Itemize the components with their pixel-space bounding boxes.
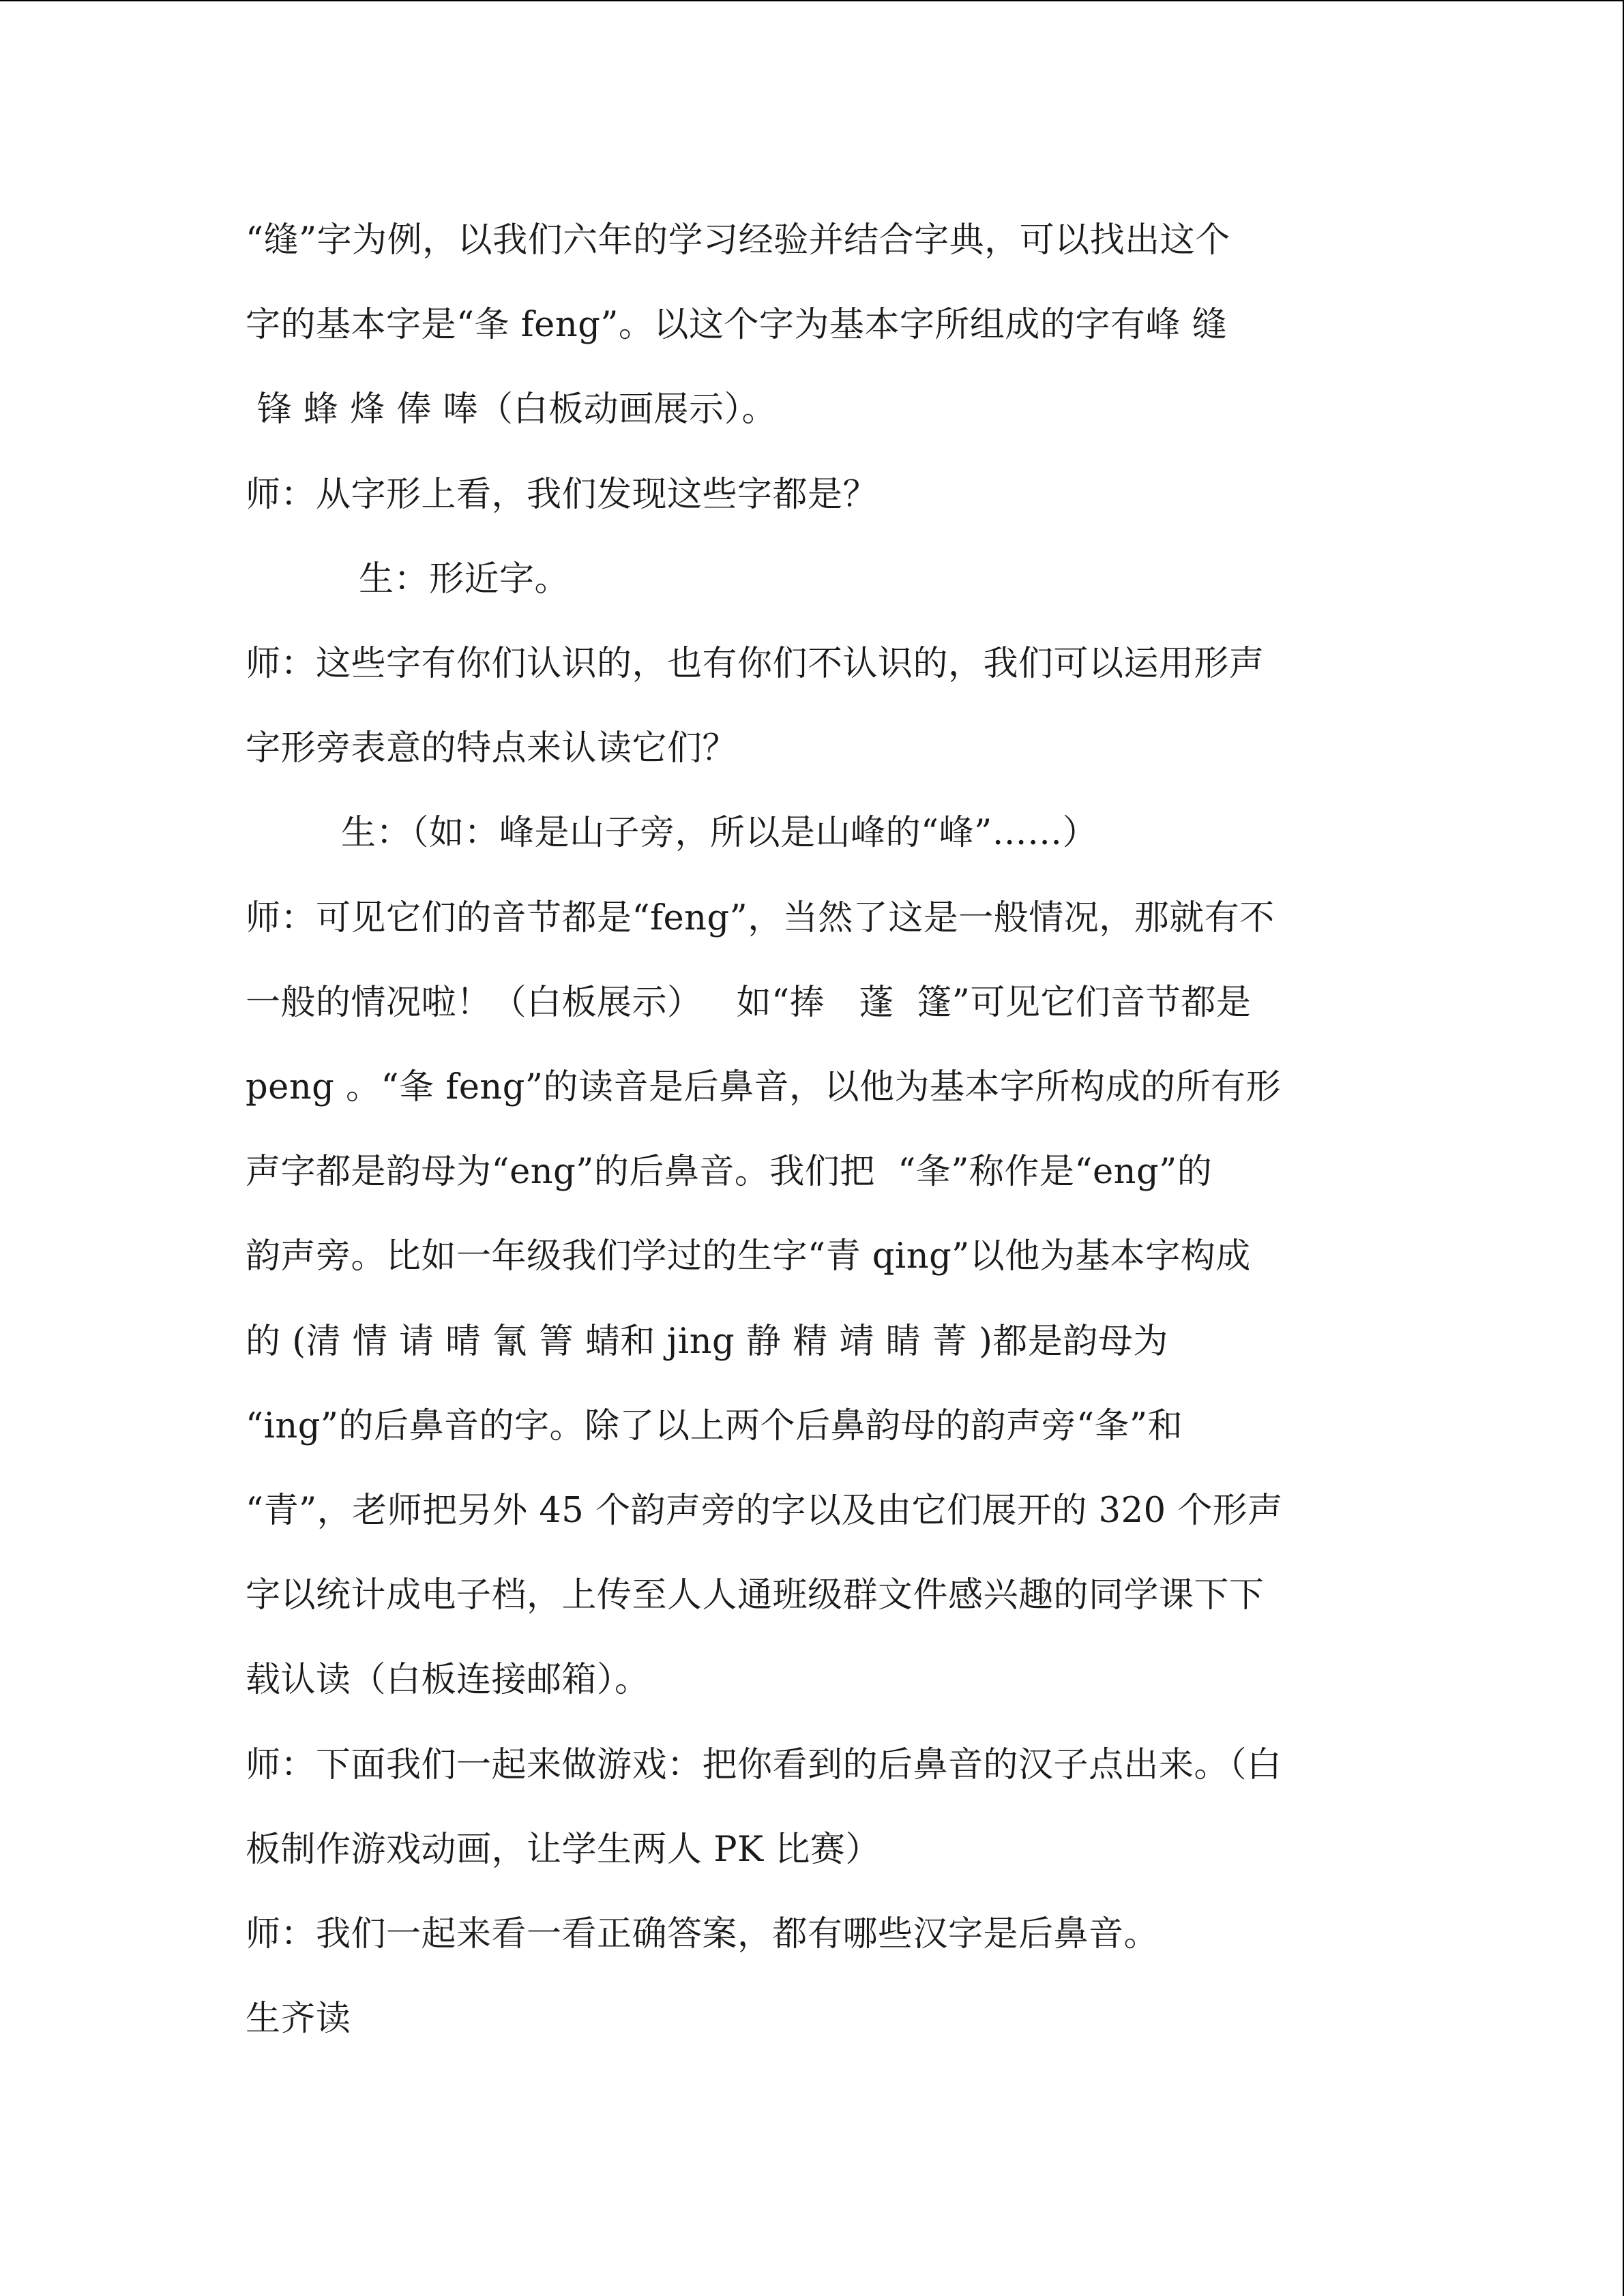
text-line: “青”，老师把另外 45 个韵声旁的字以及由它们展开的 320 个形声 (246, 1491, 1283, 1531)
text-line: 载认读（白板连接邮箱）。 (246, 1660, 650, 1700)
text-line: 一般的情况啦！（白板展示） 如“捧 蓬 篷”可见它们音节都是 (246, 983, 1252, 1023)
text-line: 师：下面我们一起来做游戏：把你看到的后鼻音的汉子点出来。（白 (246, 1745, 1282, 1785)
text-line: 师：我们一起来看一看正确答案，都有哪些汉字是后鼻音。 (246, 1914, 1160, 1954)
text-line: 声字都是韵母为“eng”的后鼻音。我们把 “夆”称作是“eng”的 (246, 1152, 1213, 1192)
text-line: 师：这些字有你们认识的，也有你们不认识的，我们可以运用形声 (246, 644, 1265, 684)
text-line: 锋 蜂 烽 俸 唪（白板动画展示）。 (246, 389, 778, 430)
text-line: 韵声旁。比如一年级我们学过的生字“青 qing”以他为基本字构成 (246, 1236, 1251, 1277)
text-line: 字的基本字是“夆 feng”。以这个字为基本字所组成的字有峰 缝 (246, 305, 1228, 345)
text-line: 师：可见它们的音节都是“feng”，当然了这是一般情况，那就有不 (246, 898, 1275, 938)
text-line: 字形旁表意的特点来认读它们？ (246, 728, 738, 769)
text-line: 字以统计成电子档，上传至人人通班级群文件感兴趣的同学课下下 (246, 1575, 1265, 1615)
text-line: 生：形近字。 (359, 559, 570, 599)
text-line: 的 (清 情 请 晴 氰 箐 蜻和 jing 静 精 靖 睛 菁 )都是韵母为 (246, 1322, 1168, 1362)
text-line: 师：从字形上看，我们发现这些字都是？ (246, 475, 879, 515)
text-line: peng 。“夆 feng”的读音是后鼻音，以他为基本字所构成的所有形 (246, 1067, 1281, 1107)
text-line: “ing”的后鼻音的字。除了以上两个后鼻韵母的韵声旁“夆”和 (246, 1406, 1183, 1446)
text-line: 生齐读 (246, 1999, 351, 2039)
text-line: 板制作游戏动画，让学生两人 PK 比赛） (246, 1830, 881, 1870)
text-line: 生：（如：峰是山子旁，所以是山峰的“峰”……） (341, 813, 1098, 853)
text-line: “缝”字为例，以我们六年的学习经验并结合字典，可以找出这个 (246, 220, 1230, 260)
